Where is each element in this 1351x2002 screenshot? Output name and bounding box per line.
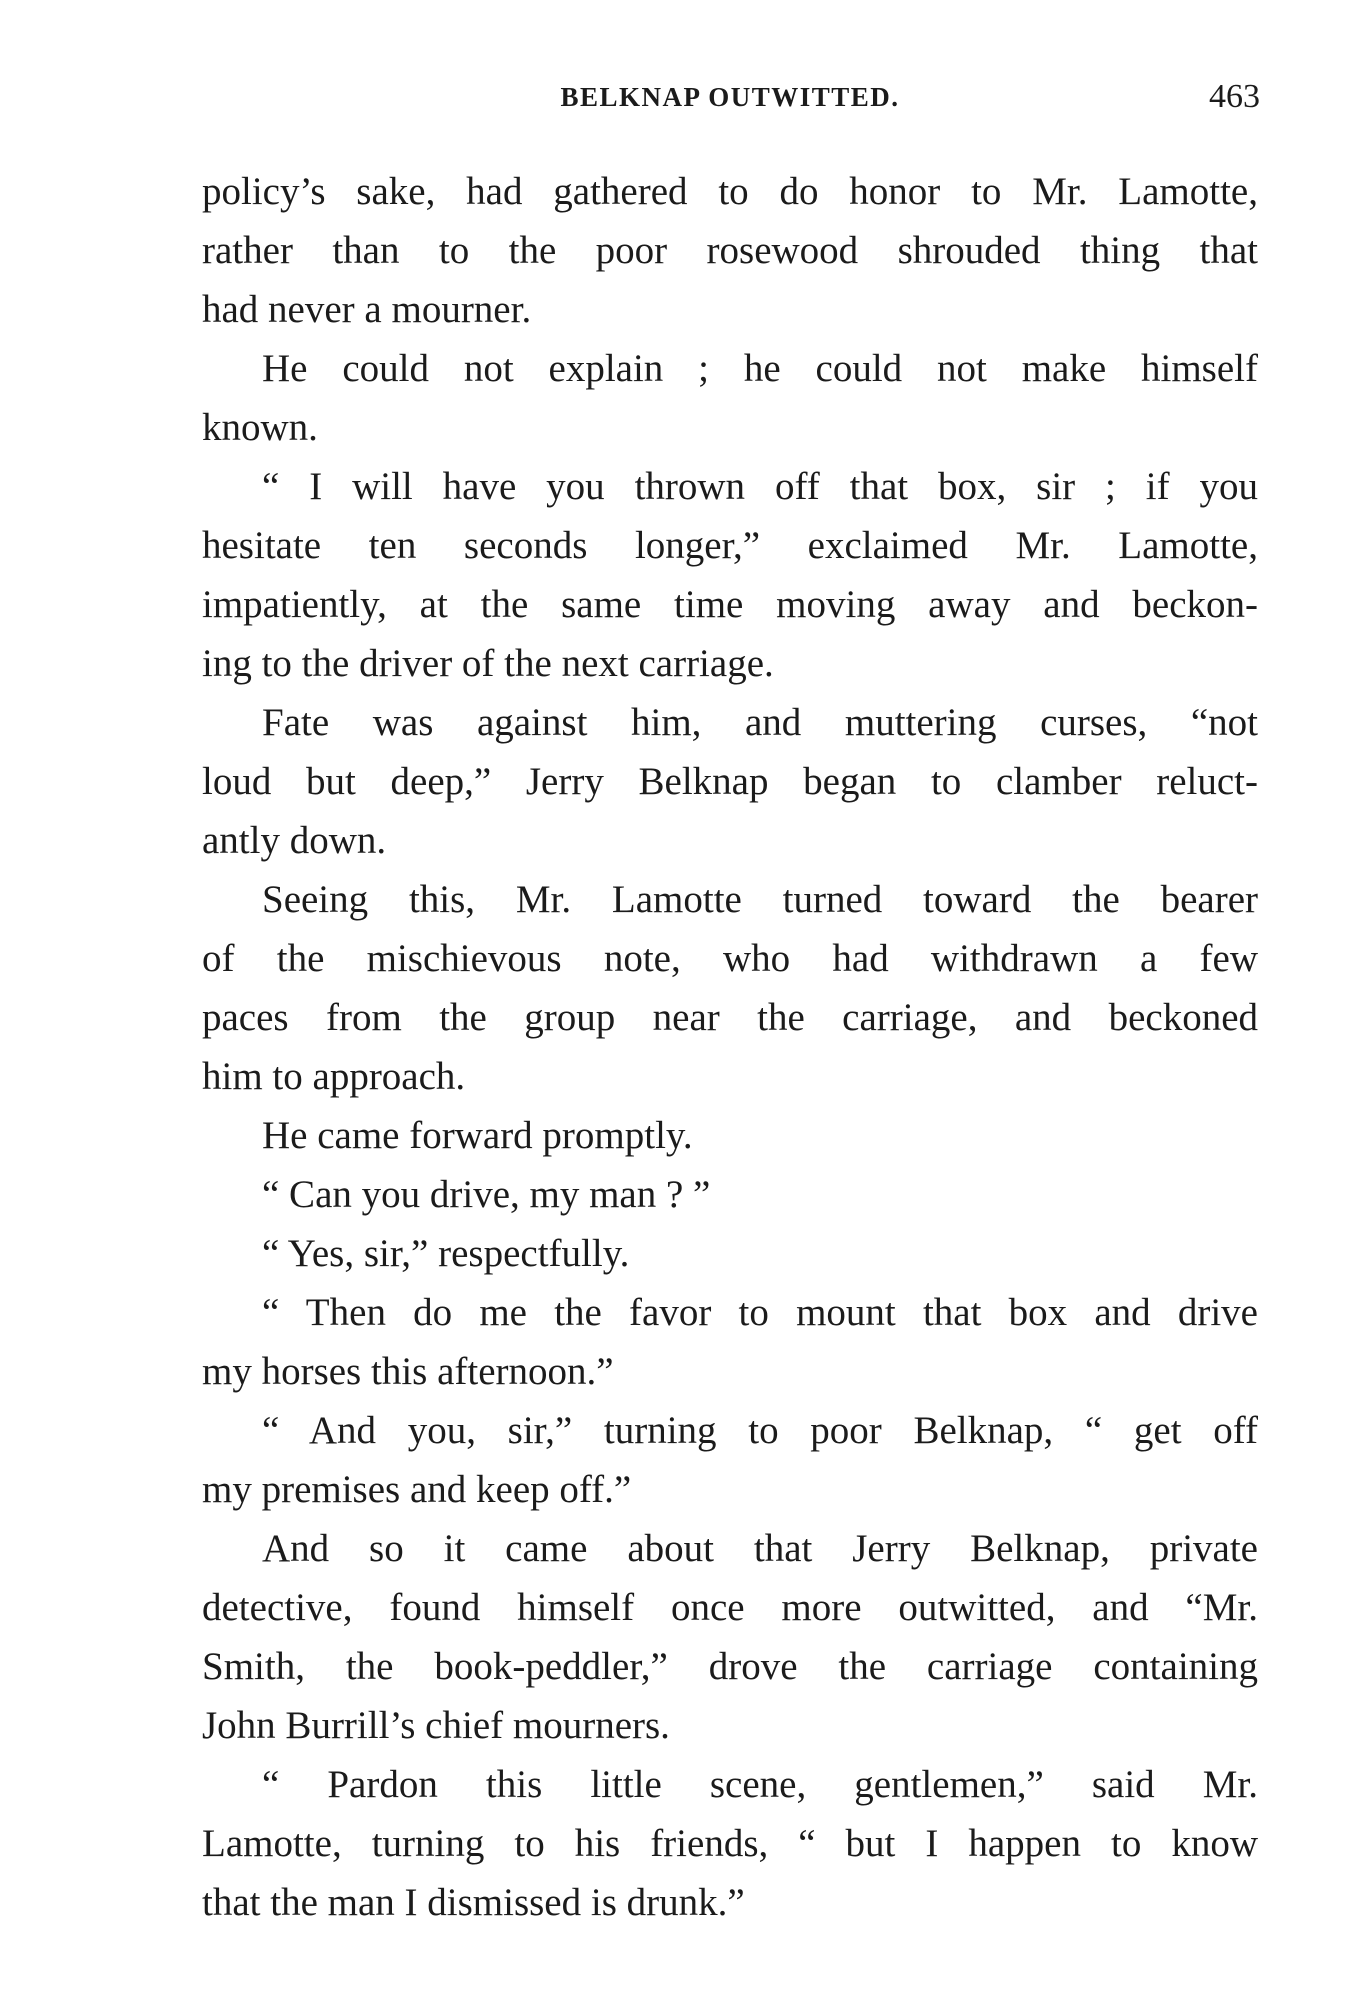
text-line: “ And you, sir,” turning to poor Belknap, “ get off: [262, 1409, 1258, 1452]
running-title: BELKNAP OUTWITTED.: [560, 82, 900, 112]
text-line: had never a mourner.: [202, 288, 532, 331]
text-line: John Burrill’s chief mourners.: [202, 1704, 670, 1747]
body-text: [202, 162, 1258, 1932]
text-line: Lamotte, turning to his friends, “ but I happen to know: [202, 1822, 1258, 1865]
text-line: He came forward promptly.: [262, 1114, 693, 1157]
running-head: [200, 78, 1260, 128]
text-line: “ Yes, sir,” respectfully.: [262, 1232, 630, 1275]
text-line: He could not explain ; he could not make himself: [262, 347, 1258, 390]
text-line: loud but deep,” Jerry Belknap began to clamber reluct-: [202, 760, 1258, 803]
text-line: detective, found himself once more outwitted, and “Mr.: [202, 1586, 1258, 1629]
text-line: policy’s sake, had gathered to do honor to Mr. Lamotte,: [202, 170, 1258, 213]
text-line: antly down.: [202, 819, 387, 862]
text-line: “ Can you drive, my man ? ”: [262, 1173, 711, 1216]
text-line: that the man I dismissed is drunk.”: [202, 1881, 745, 1924]
text-line: And so it came about that Jerry Belknap, private: [262, 1527, 1258, 1570]
text-line: “ I will have you thrown off that box, sir ; if you: [262, 465, 1258, 508]
text-line: my premises and keep off.”: [202, 1468, 632, 1511]
text-line: of the mischievous note, who had withdrawn a few: [202, 937, 1258, 980]
text-line: Seeing this, Mr. Lamotte turned toward the bearer: [262, 878, 1258, 921]
page-number: 463: [1209, 78, 1260, 115]
text-line: ing to the driver of the next carriage.: [202, 642, 774, 685]
text-line: Fate was against him, and muttering curses, “not: [262, 701, 1258, 744]
text-line: paces from the group near the carriage, and beckoned: [202, 996, 1258, 1039]
text-line: “ Pardon this little scene, gentlemen,” said Mr.: [262, 1763, 1258, 1806]
text-line: Smith, the book-peddler,” drove the carriage containing: [202, 1645, 1258, 1688]
text-line: him to approach.: [202, 1055, 466, 1098]
text-line: known.: [202, 406, 318, 449]
text-line: impatiently, at the same time moving away and beckon-: [202, 583, 1258, 626]
text-line: rather than to the poor rosewood shrouded thing that: [202, 229, 1258, 272]
text-line: my horses this afternoon.”: [202, 1350, 614, 1393]
text-line: hesitate ten seconds longer,” exclaimed Mr. Lamotte,: [202, 524, 1258, 567]
text-line: “ Then do me the favor to mount that box and drive: [262, 1291, 1258, 1334]
